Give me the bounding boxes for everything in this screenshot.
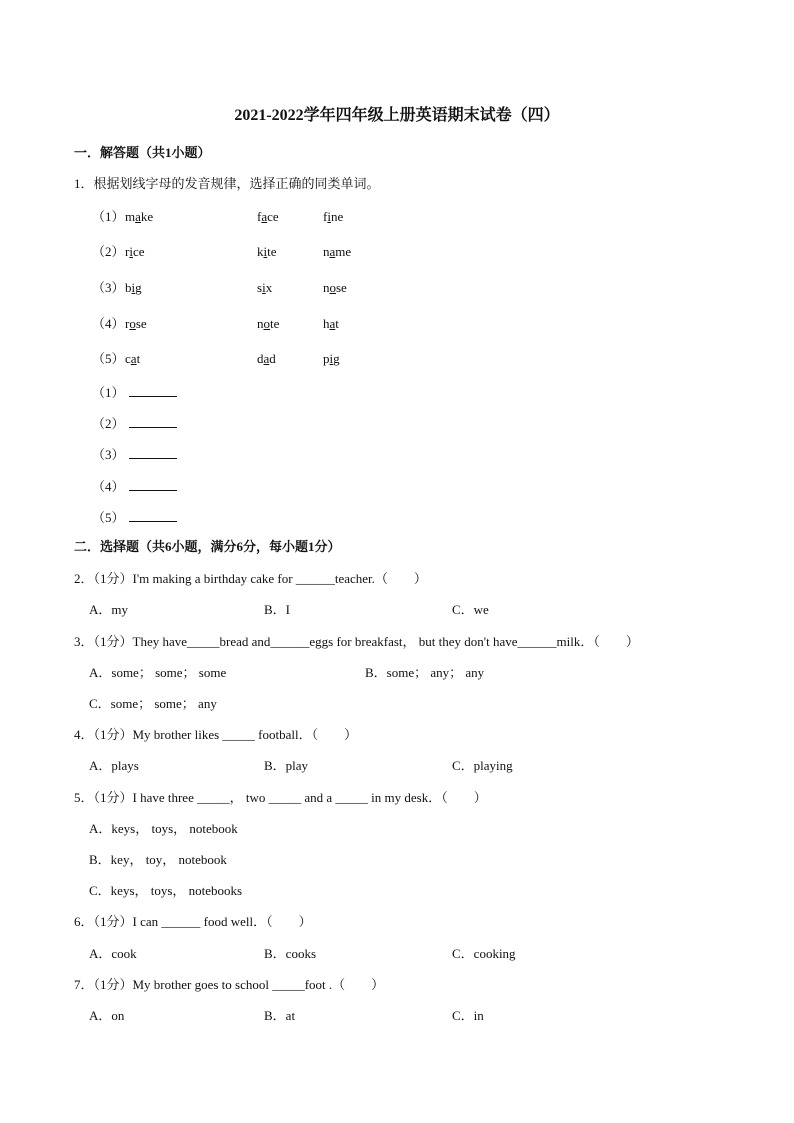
exam-title: 2021-2022学年四年级上册英语期末试卷（四） bbox=[234, 107, 560, 124]
row2-word-c: name bbox=[323, 244, 352, 259]
q3-option-c[interactable]: C．some； some； any bbox=[89, 696, 217, 711]
q2-option-b[interactable]: B．I bbox=[264, 602, 291, 617]
answer-blank-4[interactable]: （4） bbox=[92, 478, 177, 495]
section2-heading: 二．选择题（共6小题，满分6分，每小题1分） bbox=[74, 539, 341, 554]
row5-num: （5） bbox=[92, 351, 125, 366]
q4-option-b[interactable]: B．play bbox=[264, 758, 309, 773]
q3-stem: 3．（1分）They have_____bread and______eggs for breakfast， but they don't have______milk．（ ） bbox=[74, 634, 639, 649]
q5-option-b[interactable]: B．key， toy， notebook bbox=[89, 852, 227, 867]
row4-num: （4） bbox=[92, 316, 125, 331]
row1-word-b: face bbox=[257, 209, 279, 224]
q5-stem: 5．（1分）I have three _____， two _____ and a _____ in my desk．（ ） bbox=[74, 790, 487, 805]
row3-word-c: nose bbox=[323, 280, 347, 295]
section1-heading: 一．解答题（共1小题） bbox=[74, 145, 211, 160]
q7-option-a[interactable]: A．on bbox=[89, 1008, 125, 1023]
q7-option-b[interactable]: B．at bbox=[264, 1008, 296, 1023]
q6-option-a[interactable]: A．cook bbox=[89, 946, 137, 961]
q4-option-a[interactable]: A．plays bbox=[89, 758, 139, 773]
row3-num: （3） bbox=[92, 280, 125, 295]
row3-word-a: big bbox=[125, 280, 142, 295]
q6-option-b[interactable]: B．cooks bbox=[264, 946, 317, 961]
row2-word-a: rice bbox=[125, 244, 145, 259]
q3-option-a[interactable]: A．some； some； some bbox=[89, 665, 227, 680]
row5-word-c: pig bbox=[323, 351, 340, 366]
q5-option-a[interactable]: A．keys， toys， notebook bbox=[89, 821, 238, 836]
q6-stem: 6．（1分）I can ______ food well．（ ） bbox=[74, 914, 312, 929]
row4-word-c: hat bbox=[323, 316, 339, 331]
answer-blank-3[interactable]: （3） bbox=[92, 446, 177, 463]
row1-word-c: fine bbox=[323, 209, 344, 224]
q6-option-c[interactable]: C．cooking bbox=[452, 946, 516, 961]
row4-word-b: note bbox=[257, 316, 280, 331]
q2-option-c[interactable]: C．we bbox=[452, 602, 489, 617]
q2-stem: 2．（1分）I'm making a birthday cake for ______teacher.（ ） bbox=[74, 571, 427, 586]
answer-blank-5[interactable]: （5） bbox=[92, 509, 177, 526]
row1-num: （1） bbox=[92, 209, 125, 224]
q4-option-c[interactable]: C．playing bbox=[452, 758, 513, 773]
row1-word-a: make bbox=[125, 209, 154, 224]
row2-num: （2） bbox=[92, 244, 125, 259]
row5-word-a: cat bbox=[125, 351, 141, 366]
q7-stem: 7．（1分）My brother goes to school _____foot .（ ） bbox=[74, 977, 385, 992]
row4-word-a: rose bbox=[125, 316, 147, 331]
q4-stem: 4．（1分）My brother likes _____ football．（ ） bbox=[74, 727, 358, 742]
answer-blank-2[interactable]: （2） bbox=[92, 415, 177, 432]
q5-option-c[interactable]: C．keys， toys， notebooks bbox=[89, 883, 243, 898]
row3-word-b: six bbox=[257, 280, 273, 295]
q1-stem: 1．根据划线字母的发音规律，选择正确的同类单词。 bbox=[74, 176, 380, 191]
q3-option-b[interactable]: B．some； any； any bbox=[365, 665, 485, 680]
row5-word-b: dad bbox=[257, 351, 276, 366]
answer-blank-1[interactable]: （1） bbox=[92, 384, 177, 401]
row2-word-b: kite bbox=[257, 244, 277, 259]
q2-option-a[interactable]: A．my bbox=[89, 602, 129, 617]
q7-option-c[interactable]: C．in bbox=[452, 1008, 484, 1023]
